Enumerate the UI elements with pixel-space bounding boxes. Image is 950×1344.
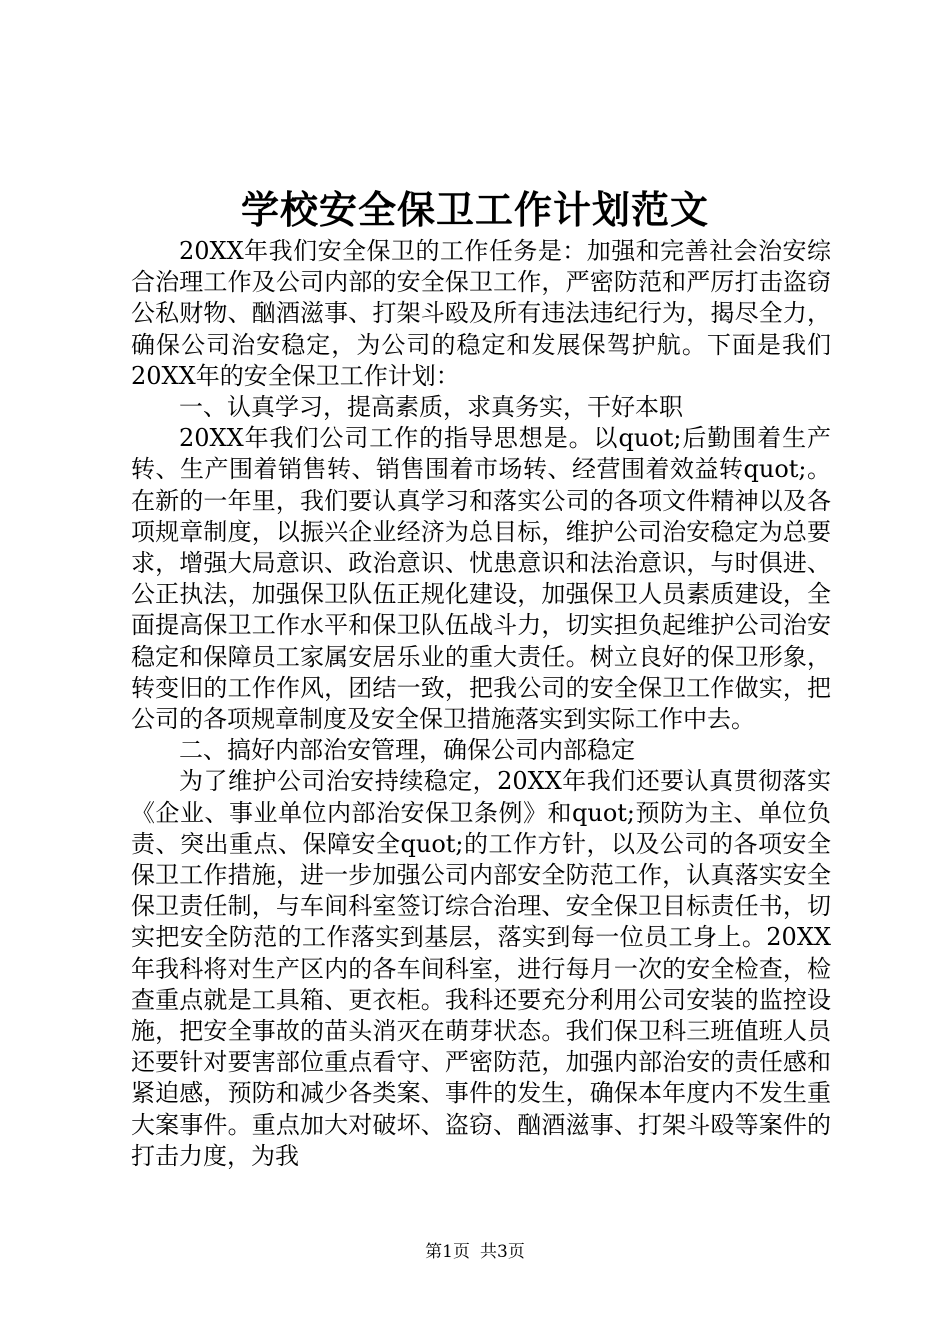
paragraph-intro: 20XX年我们安全保卫的工作任务是：加强和完善社会治安综合治理工作及公司内部的安全保卫工作，严密防范和严厉打击盗窃公私财物、酗酒滋事、打架斗殴及所有违法违纪行为，揭尽全力，确保公司治安稳定，为公司的稳定和发展保驾护航。下面是我们20XX年的安全保卫工作计划： (131, 237, 831, 390)
page-number-total: 共3页 (480, 1242, 525, 1262)
document-title: 学校安全保卫工作计划范文 (240, 187, 709, 232)
page-number-current: 第1页 (425, 1242, 470, 1262)
page-footer (0, 1240, 950, 1264)
section-heading-2: 二、搞好内部治安管理，确保公司内部稳定 (179, 736, 635, 765)
paragraph-section-1: 20XX年我们公司工作的指导思想是。以quot;后勤围着生产转、生产围着销售转、销售围着市场转、经营围着效益转quot;。在新的一年里，我们要认真学习和落实公司的各项文件精神以及各项规章制度，以振兴企业经济为总目标，维护公司治安稳定为总要求，增强大局意识、政治意识、忧患意识和法治意识，与时俱进、公正执法，加强保卫队伍正规化建设，加强保卫人员素质建设，全面提高保卫工作水平和保卫队伍战斗力，切实担负起维护公司治安稳定和保障员工家属安居乐业的重大责任。树立良好的保卫形象，转变旧的工作作风，团结一致，把我公司的安全保卫工作做实，把公司的各项规章制度及安全保卫措施落实到实际工作中去。 (131, 424, 831, 734)
section-heading-1: 一、认真学习，提高素质，求真务实，干好本职 (179, 393, 683, 422)
paragraph-section-2: 为了维护公司治安持续稳定，20XX年我们还要认真贯彻落实《企业、事业单位内部治安保卫条例》和quot;预防为主、单位负责、突出重点、保障安全quot;的工作方针，以及公司的各项安全保卫工作措施，进一步加强公司内部安全防范工作，认真落实安全保卫责任制，与车间科室签订综合治理、安全保卫目标责任书，切实把安全防范的工作落实到基层，落实到每一位员工身上。20XX年我科将对生产区内的各车间科室，进行每月一次的安全检查，检查重点就是工具箱、更衣柜。我科还要充分利用公司安装的监控设施，把安全事故的苗头消灭在萌芽状态。我们保卫科三班值班人员还要针对要害部位重点看守、严密防范，加强内部治安的责任感和紧迫感，预防和减少各类案、事件的发生，确保本年度内不发生重大案事件。重点加大对破坏、盗窃、酗酒滋事、打架斗殴等案件的打击力度，为我 (131, 767, 831, 1170)
document-body (131, 236, 831, 1172)
